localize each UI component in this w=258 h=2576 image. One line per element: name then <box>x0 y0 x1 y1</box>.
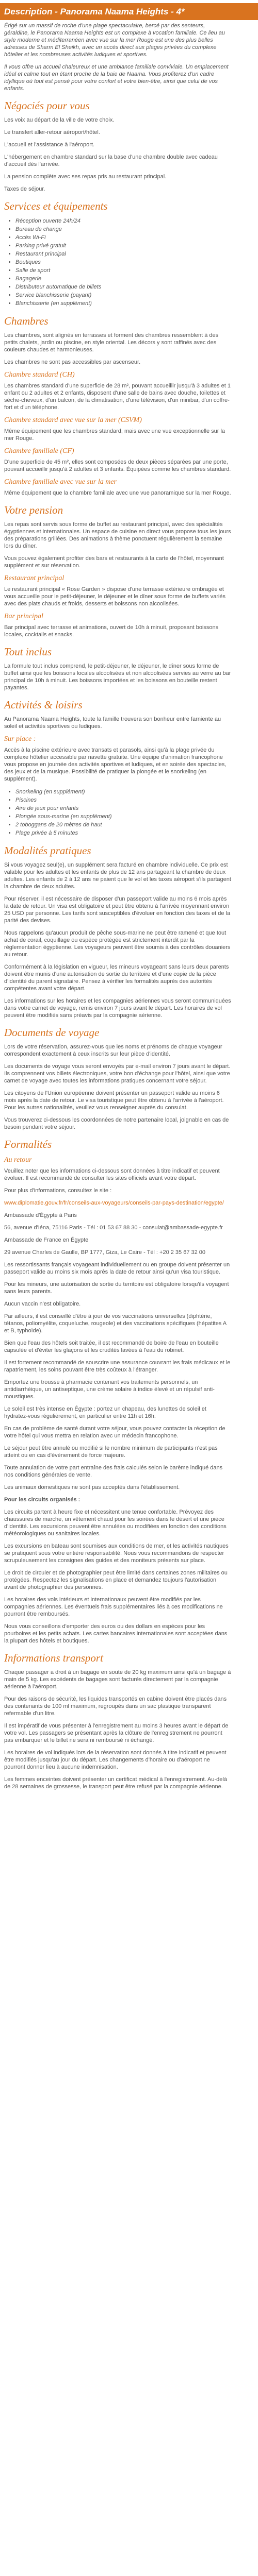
embassy-address: 29 avenue Charles de Gaulle, BP 1777, Giza, Le Caire - Tél : +20 2 35 67 32 00 <box>4 1249 206 1256</box>
section-title: Formalités <box>4 1138 52 1150</box>
section-sante <box>0 1300 258 1645</box>
section-inclus <box>0 646 258 691</box>
circuits-heading: Pour les circuits organisés : <box>4 1497 80 1503</box>
section-paragraph: Il est fortement recommandé de souscrire une assurance couvrant les frais médicaux et le rapatriement, les soins pouvant être très coûteux à l'étranger. <box>4 1360 231 1373</box>
section-paragraph: Nous rappelons qu'aucun produit de pêche sous-marine ne peut être ramené et que tout achat de corail, coquillage ou espèce protégée est strictement interdit par la réglementation égyptienne. Les voyageurs peuvent être soumis à des contrôles douaniers au retour. <box>4 930 231 958</box>
section-paragraph: Chaque passager a droit à un bagage en soute de 20 kg maximum ainsi qu'à un bagage à main de 5 kg. Les excédents de bagages sont facturés directement par la compagnie aérienne à l'aéroport. <box>4 1669 231 1690</box>
section-paragraph: Vous pouvez également profiter des bars et restaurants à la carte de l'hôtel, moyennant supplément et sur réservation. <box>4 555 224 569</box>
section-title: Services et équipements <box>4 200 108 212</box>
list-item: • Snorkeling (en supplément) <box>15 788 232 796</box>
room-type-text: Même équipement que la chambre familiale avec une vue panoramique sur la mer Rouge. <box>4 490 231 496</box>
section-paragraph: Nous vous conseillons d'emporter des euros ou des dollars en espèces pour les pourboires et les petits achats. Les cartes bancaires internationales sont acceptées dans la plupart des hôtels et boutiques. <box>4 1623 228 1644</box>
list-item: • Bureau de change <box>15 225 232 233</box>
room-type-title: Chambre familiale avec vue sur la mer <box>4 478 117 486</box>
section-paragraph: Les chambres, sont alignés en terrasses et forment des chambres ressemblent à des petits chalets, jardin ou piscine, en style oriental. Les décors y sont raffinés avec des couleurs chaudes et harmonieuses. <box>4 332 219 353</box>
embassy-name: Ambassade de France en Égypte <box>4 1237 89 1243</box>
section-paragraph: Les informations sur les horaires et les compagnies aériennes vous seront communiquées dans votre carnet de voyage, remis environ 7 jours avant le départ. Les horaires de vol peuvent être modifiés sans préavis par la compagnie aérienne. <box>4 998 231 1019</box>
section-documents <box>0 1026 258 1131</box>
section-title: Votre pension <box>4 504 63 516</box>
section-paragraph: Conformément à la législation en vigueur, les mineurs voyageant sans leurs deux parents doivent être munis d'une autorisation de sortie du territoire et d'une copie de la pièce d'identité du parent signataire. Pensez à vérifier les formalités auprès des autorités compétentes avant votre départ. <box>4 964 229 992</box>
section-paragraph: Les chambres ne sont pas accessibles par ascenseur. <box>4 359 141 365</box>
subsection-title: Sur place : <box>4 735 36 743</box>
services-list <box>15 217 232 308</box>
list-item: • Aire de jeux pour enfants <box>15 804 232 812</box>
diplomatie-link[interactable]: www.diplomatie.gouv.fr/fr/conseils-aux-voyageurs/conseils-par-pays-destination/egypte/ <box>4 1200 224 1206</box>
intro <box>0 22 258 92</box>
section-formalites <box>0 1138 258 1295</box>
section-paragraph: Les ressortissants français voyageant individuellement ou en groupe doivent présenter un passeport valide au moins six mois après la date de retour ainsi qu'un visa touristique. <box>4 1262 230 1275</box>
list-item: • Plage privée à 5 minutes <box>15 829 232 837</box>
section-title: Modalités pratiques <box>4 844 91 857</box>
embassy-address: 56, avenue d'Iéna, 75116 Paris - Tél : 01 53 67 88 30 - consulat@ambassade-egypte.fr <box>4 1225 223 1231</box>
room-type-title: Chambre standard avec vue sur la mer (CSVM) <box>4 416 142 424</box>
room-type-title: Chambre standard (CH) <box>4 371 75 379</box>
section-paragraph: Les horaires de vol indiqués lors de la réservation sont donnés à titre indicatif et peuvent être modifiés jusqu'au jour du départ. Les changements d'horaire ou d'aéroport ne pourront donner lieu à aucune indemnisation. <box>4 1750 227 1770</box>
section-transport <box>0 1652 258 1790</box>
section-paragraph: Le transfert aller-retour aéroport/hôtel. <box>4 129 100 135</box>
list-item: • Service blanchisserie (payant) <box>15 291 232 299</box>
room-type-title: Chambre familiale (CF) <box>4 447 74 455</box>
section-paragraph: Les circuits partent à heure fixe et nécessitent une tenue confortable. Prévoyez des chaussures de marche, un vêtement chaud pour les soirées dans le désert et une pièce d'identité. Les excursions peuvent être annulées ou modifiées en fonction des conditions météorologiques ou sanitaires locales. <box>4 1509 227 1537</box>
section-services <box>0 200 258 308</box>
section-title: Documents de voyage <box>4 1026 100 1039</box>
room-type-text: Même équipement que les chambres standard, mais avec une vue exceptionnelle sur la mer Rouge. <box>4 428 225 442</box>
list-item: • 2 toboggans de 20 mètres de haut <box>15 821 232 829</box>
section-paragraph: Il est impératif de vous présenter à l'enregistrement au moins 3 heures avant le départ de votre vol. Les passagers se présentant après la clôture de l'enregistrement ne pourront pas embarquer et le billet ne sera ni remboursé ni échangé. <box>4 1723 229 1743</box>
section-paragraph: L'hébergement en chambre standard sur la base d'une chambre double avec cadeau d'accueil dès l'arrivée. <box>4 154 218 167</box>
section-paragraph: Aucun vaccin n'est obligatoire. <box>4 1301 81 1307</box>
section-paragraph: Vous trouverez ci-dessous les coordonnées de notre partenaire local, joignable en cas de besoin pendant votre séjour. <box>4 1117 229 1130</box>
intro-paragraph: Il vous offre un accueil chaleureux et une ambiance familiale conviviale. Un emplacement idéal et calme tout en étant proche de la baie de Naama. Vous profiterez d'un cadre idyllique où tout est pensé pour votre confort et votre bien-être, ainsi que celui de vos enfants. <box>4 64 229 92</box>
section-title: Tout inclus <box>4 646 52 658</box>
section-paragraph: Emportez une trousse à pharmacie contenant vos traitements personnels, un antidiarrhéique, un antiseptique, une crème solaire à indice élevé et un répulsif anti-moustiques. <box>4 1379 215 1400</box>
section-paragraph: Le séjour peut être annulé ou modifié si le nombre minimum de participants n'est pas atteint ou en cas d'événement de force majeure. <box>4 1445 218 1459</box>
intro-paragraph: Érigé sur un massif de roche d'une plage spectaculaire, bercé par des senteurs, géraldine, le Panorama Naama Heights est un complexe à vocation familiale. Ce lieu au style moderne et méditerranéen avec vue sur la mer Rouge est une des plus belles adresses de Sharm El Sheikh, avec un accès direct aux plages privées du complexe hôtelier et les nombreuses activités ludiques et sportives. <box>4 23 225 58</box>
section-paragraph: Les excursions en bateau sont soumises aux conditions de mer, et les activités nautiques se pratiquent sous votre entière responsabilité. Nous vous recommandons de respecter scrupuleusement les consignes des guides et des moniteurs présents sur place. <box>4 1543 229 1564</box>
section-paragraph: Pour des raisons de sécurité, les liquides transportés en cabine doivent être placés dans des contenants de 100 ml maximum, regroupés dans un sac plastique transparent refermable d'un litre. <box>4 1696 227 1717</box>
section-paragraph: Bien que l'eau des hôtels soit traitée, il est recommandé de boire de l'eau en bouteille capsulée et d'éviter les glaçons et les crudités lavées à l'eau du robinet. <box>4 1340 219 1353</box>
section-paragraph: En cas de problème de santé durant votre séjour, vous pouvez contacter la réception de votre hôtel qui vous mettra en relation avec un médecin francophone. <box>4 1426 225 1439</box>
section-paragraph: Pour les mineurs, une autorisation de sortie du territoire est obligatoire lorsqu'ils voyagent sans leurs parents. <box>4 1281 229 1295</box>
list-item: • Plongée sous-marine (en supplément) <box>15 812 232 821</box>
section-paragraph: Les horaires des vols intérieurs et internationaux peuvent être modifiés par les compagnies aériennes. Les éventuels frais supplémentaires liés à ces modifications ne pourront être remboursés. <box>4 1597 223 1617</box>
section-title: Négociés pour vous <box>4 99 90 112</box>
section-paragraph: Veuillez noter que les informations ci-dessous sont données à titre indicatif et peuvent évoluer. Il est recommandé de consulter les sites officiels avant votre départ. <box>4 1168 220 1181</box>
page-title: Description - Panorama Naama Heights - 4* <box>0 3 258 20</box>
list-item: • Distributeur automatique de billets <box>15 283 232 291</box>
section-title: Chambres <box>4 315 49 327</box>
section-paragraph: Les documents de voyage vous seront envoyés par e-mail environ 7 jours avant le départ. Ils comprennent vos billets électroniques, votre bon d'échange pour l'hôtel, ainsi que votre carnet de voyage avec toutes les informations pratiques concernant votre séjour. <box>4 1063 231 1084</box>
restaurant-text: Bar principal avec terrasse et animations, ouvert de 10h à minuit, proposant boissons locales, cocktails et snacks. <box>4 624 219 638</box>
subsection-title: Au retour <box>4 1156 32 1164</box>
section-modalites <box>0 844 258 1019</box>
section-paragraph: Par ailleurs, il est conseillé d'être à jour de vos vaccinations universelles (diphtérie, tétanos, poliomyélite, coqueluche, rougeole) et des vaccinations spécifiques (hépatites A et B, typhoïde). <box>4 1313 227 1334</box>
list-item: • Blanchisserie (en supplément) <box>15 299 232 308</box>
section-paragraph: La pension complète avec ses repas pris au restaurant principal. <box>4 174 167 180</box>
section-paragraph: Pour réserver, il est nécessaire de disposer d'un passeport valide au moins 6 mois après la date de retour. Un visa est obligatoire et peut être obtenu à l'arrivée moyennant environ 25 USD par personne. Les tarifs sont susceptibles d'évoluer en fonction des taxes et de la parité des devises. <box>4 896 231 924</box>
section-paragraph: Accès à la piscine extérieure avec transats et parasols, ainsi qu'à la plage privée du complexe hôtelier accessible par navette gratuite. Une équipe d'animation francophone vous propose en journée des activités sportives et ludiques, et en soirée des spectacles, des jeux et de la musique. Possibilité de pratiquer la plongée et le snorkeling (en supplément). <box>4 747 227 782</box>
section-paragraph: Le soleil est très intense en Égypte : portez un chapeau, des lunettes de soleil et hydratez-vous régulièrement, en particulier entre 11h et 16h. <box>4 1406 206 1419</box>
section-negocier <box>0 99 258 193</box>
section-paragraph: Pour plus d'informations, consultez le site : <box>4 1188 112 1194</box>
section-paragraph: Le droit de circuler et de photographier peut être limité dans certaines zones militaires ou protégées. Respectez les signalisations en place et demandez toujours l'autorisation avant de photographier des personnes. <box>4 1570 228 1590</box>
list-item: • Bagagerie <box>15 275 232 283</box>
room-type-text: D'une superficie de 45 m², elles sont composées de deux pièces séparées par une porte, pouvant accueillir jusqu'à 2 adultes et 3 enfants. Équipées comme les chambres standard. <box>4 459 231 472</box>
list-item: • Restaurant principal <box>15 250 232 258</box>
section-paragraph: Toute annulation de votre part entraîne des frais calculés selon le barème indiqué dans nos conditions générales de vente. <box>4 1465 223 1478</box>
restaurant-title: Restaurant principal <box>4 574 64 582</box>
section-paragraph: Les citoyens de l'Union européenne doivent présenter un passeport valide au moins 6 mois après la date de retour. Le visa touristique peut être obtenu à l'arrivée à l'aéroport. Pour les autres nationalités, veuillez vous renseigner auprès du consulat. <box>4 1090 224 1111</box>
section-paragraph: L'accueil et l'assistance à l'aéroport. <box>4 142 95 148</box>
section-paragraph: Si vous voyagez seul(e), un supplément sera facturé en chambre individuelle. Ce prix est valable pour les adultes et les enfants de plus de 12 ans partageant la chambre de deux adultes. Les enfants de 2 à 12 ans ne paient que le vol et les taxes aéroport s'ils partagent la chambre de deux adultes. <box>4 862 231 890</box>
list-item: • Piscines <box>15 796 232 804</box>
list-item: • Accès Wi-Fi <box>15 233 232 242</box>
section-paragraph: Les voix au départ de la ville de votre choix. <box>4 117 115 123</box>
section-paragraph: Les femmes enceintes doivent présenter un certificat médical à l'enregistrement. Au-delà de 28 semaines de grossesse, le transport peut être refusé par la compagnie aérienne. <box>4 1776 227 1790</box>
list-item: • Boutiques <box>15 258 232 266</box>
section-activites <box>0 699 258 837</box>
restaurant-text: Le restaurant principal « Rose Garden » dispose d'une terrasse extérieure ombragée et vous accueille pour le petit-déjeuner, le déjeuner et le dîner sous forme de buffets variés avec des plats chauds et froids, desserts et boissons non alcoolisées. <box>4 586 226 607</box>
section-paragraph: Au Panorama Naama Heights, toute la famille trouvera son bonheur entre farniente au soleil et activités sportives ou ludiques. <box>4 716 221 730</box>
section-paragraph: Lors de votre réservation, assurez-vous que les noms et prénoms de chaque voyageur correspondent exactement à ceux inscrits sur leur pièce d'identité. <box>4 1044 222 1057</box>
section-paragraph: Taxes de séjour. <box>4 186 45 192</box>
list-item: • Réception ouverte 24h/24 <box>15 217 232 225</box>
section-paragraph: La formule tout inclus comprend, le petit-déjeuner, le déjeuner, le dîner sous forme de buffet ainsi que les boissons locales alcoolisées et non alcoolisées servies au verre au bar principal de 10h à minuit. Les boissons importées et les boissons en bouteille restent payantes. <box>4 663 231 691</box>
list-item: • Parking privé gratuit <box>15 242 232 250</box>
section-paragraph: Les repas sont servis sous forme de buffet au restaurant principal, avec des spécialités égyptiennes et internationales. Un espace de cuisine en direct vous propose tous les jours des préparations grillées. Des animations à thème ponctuent régulièrement la semaine lors du dîner. <box>4 521 231 549</box>
section-title: Informations transport <box>4 1652 103 1664</box>
list-item: • Salle de sport <box>15 266 232 275</box>
section-title: Activités & loisirs <box>4 699 83 711</box>
room-type-text: Les chambres standard d'une superficie de 28 m², pouvant accueillir jusqu'à 3 adultes et 1 enfant ou 2 adultes et 2 enfants, disposent d'une salle de bains avec douche, toilettes et sèche-cheveux, d'un balcon, de la climatisation, d'une télévision, d'un minibar, d'un coffre-fort et d'un téléphone. <box>4 383 231 411</box>
activities-list <box>15 788 232 837</box>
restaurant-title: Bar principal <box>4 613 43 620</box>
section-restauration <box>0 504 258 638</box>
section-chambres <box>0 315 258 497</box>
section-paragraph: Les animaux domestiques ne sont pas acceptés dans l'établissement. <box>4 1484 180 1490</box>
embassy-name: Ambassade d'Égypte à Paris <box>4 1212 77 1218</box>
